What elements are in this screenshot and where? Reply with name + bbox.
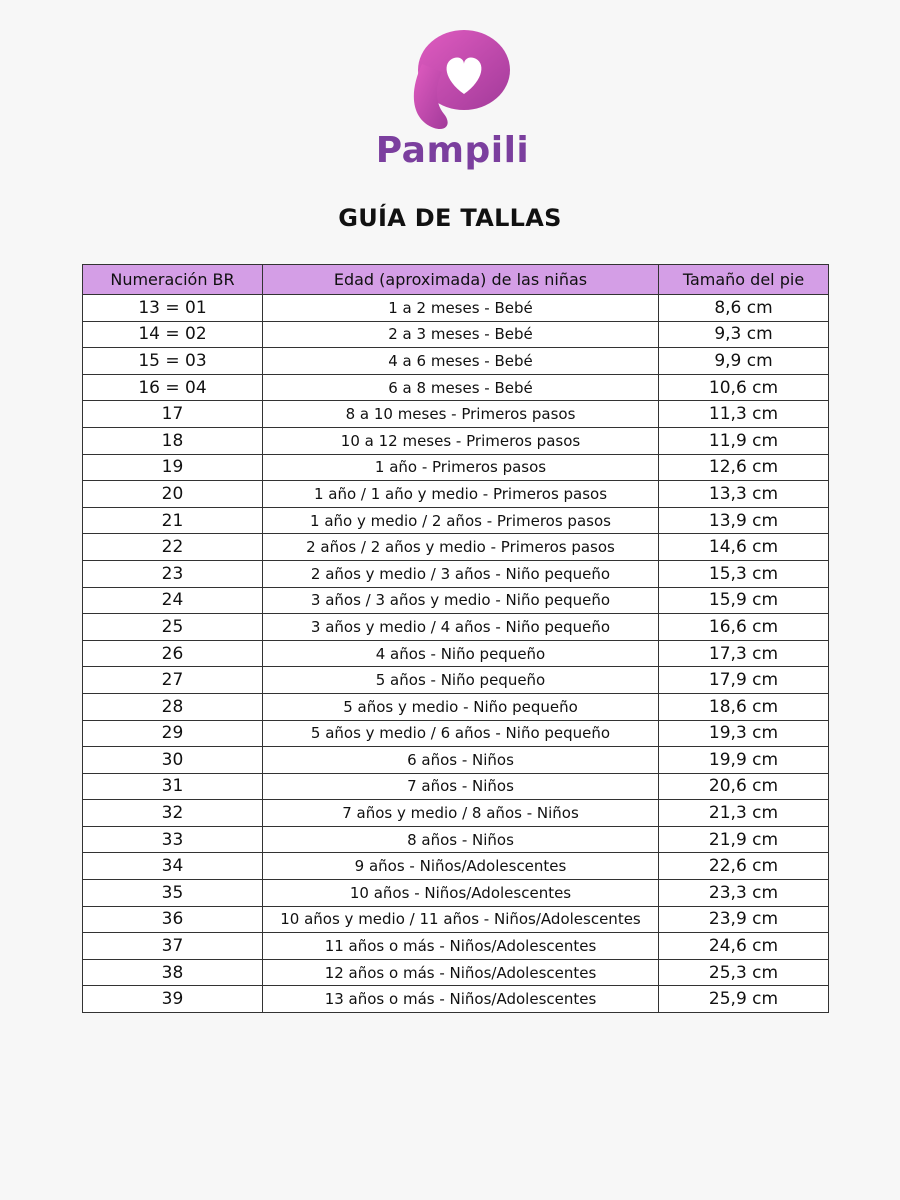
- foot-size-cell: 10,6 cm: [659, 374, 829, 401]
- header-edad: Edad (aproximada) de las niñas: [263, 265, 659, 295]
- size-br-cell: 35: [83, 880, 263, 907]
- foot-size-cell: 18,6 cm: [659, 693, 829, 720]
- table-row: [83, 614, 829, 641]
- age-cell: 5 años y medio - Niño pequeño: [263, 693, 659, 720]
- brand-name: Pampili: [375, 130, 530, 171]
- table-row: [83, 800, 829, 827]
- size-br-cell: 39: [83, 986, 263, 1013]
- age-cell: 8 a 10 meses - Primeros pasos: [263, 401, 659, 428]
- table-row: [83, 587, 829, 614]
- foot-size-cell: 15,9 cm: [659, 587, 829, 614]
- size-guide-table: [82, 264, 829, 1013]
- size-br-cell: 14 = 02: [83, 321, 263, 348]
- age-cell: 6 a 8 meses - Bebé: [263, 374, 659, 401]
- size-br-cell: 34: [83, 853, 263, 880]
- age-cell: 5 años - Niño pequeño: [263, 667, 659, 694]
- age-cell: 7 años - Niños: [263, 773, 659, 800]
- age-cell: 4 a 6 meses - Bebé: [263, 348, 659, 375]
- age-cell: 2 años / 2 años y medio - Primeros pasos: [263, 534, 659, 561]
- table-row: [83, 933, 829, 960]
- foot-size-cell: 11,3 cm: [659, 401, 829, 428]
- table-row: [83, 773, 829, 800]
- age-cell: 10 años y medio / 11 años - Niños/Adolescentes: [263, 906, 659, 933]
- age-cell: 1 año y medio / 2 años - Primeros pasos: [263, 507, 659, 534]
- age-cell: 12 años o más - Niños/Adolescentes: [263, 959, 659, 986]
- size-br-cell: 20: [83, 481, 263, 508]
- foot-size-cell: 19,3 cm: [659, 720, 829, 747]
- table-row: [83, 906, 829, 933]
- table-row: [83, 880, 829, 907]
- size-br-cell: 23: [83, 560, 263, 587]
- foot-size-cell: 15,3 cm: [659, 560, 829, 587]
- table-row: [83, 481, 829, 508]
- table-row: [83, 853, 829, 880]
- table-row: [83, 826, 829, 853]
- foot-size-cell: 24,6 cm: [659, 933, 829, 960]
- age-cell: 6 años - Niños: [263, 747, 659, 774]
- table-row: [83, 374, 829, 401]
- foot-size-cell: 9,9 cm: [659, 348, 829, 375]
- size-br-cell: 26: [83, 640, 263, 667]
- table-header-row: [83, 265, 829, 295]
- page-title: GUÍA DE TALLAS: [338, 204, 562, 232]
- age-cell: 1 año - Primeros pasos: [263, 454, 659, 481]
- size-br-cell: 24: [83, 587, 263, 614]
- foot-size-cell: 9,3 cm: [659, 321, 829, 348]
- table-row: [83, 348, 829, 375]
- foot-size-cell: 8,6 cm: [659, 295, 829, 322]
- age-cell: 10 a 12 meses - Primeros pasos: [263, 427, 659, 454]
- table-row: [83, 986, 829, 1013]
- table-row: [83, 401, 829, 428]
- table-row: [83, 667, 829, 694]
- table-row: [83, 747, 829, 774]
- size-br-cell: 30: [83, 747, 263, 774]
- size-br-cell: 22: [83, 534, 263, 561]
- foot-size-cell: 13,3 cm: [659, 481, 829, 508]
- table-row: [83, 321, 829, 348]
- age-cell: 5 años y medio / 6 años - Niño pequeño: [263, 720, 659, 747]
- age-cell: 7 años y medio / 8 años - Niños: [263, 800, 659, 827]
- foot-size-cell: 21,9 cm: [659, 826, 829, 853]
- foot-size-cell: 22,6 cm: [659, 853, 829, 880]
- size-br-cell: 16 = 04: [83, 374, 263, 401]
- size-br-cell: 19: [83, 454, 263, 481]
- header-tamano-pie: Tamaño del pie: [659, 265, 829, 295]
- foot-size-cell: 11,9 cm: [659, 427, 829, 454]
- size-br-cell: 13 = 01: [83, 295, 263, 322]
- size-br-cell: 17: [83, 401, 263, 428]
- age-cell: 2 a 3 meses - Bebé: [263, 321, 659, 348]
- size-br-cell: 21: [83, 507, 263, 534]
- table-row: [83, 534, 829, 561]
- size-br-cell: 37: [83, 933, 263, 960]
- table-row: [83, 959, 829, 986]
- size-br-cell: 28: [83, 693, 263, 720]
- foot-size-cell: 25,9 cm: [659, 986, 829, 1013]
- foot-size-cell: 17,3 cm: [659, 640, 829, 667]
- age-cell: 2 años y medio / 3 años - Niño pequeño: [263, 560, 659, 587]
- foot-size-cell: 13,9 cm: [659, 507, 829, 534]
- foot-size-cell: 14,6 cm: [659, 534, 829, 561]
- size-br-cell: 36: [83, 906, 263, 933]
- foot-size-cell: 23,9 cm: [659, 906, 829, 933]
- age-cell: 9 años - Niños/Adolescentes: [263, 853, 659, 880]
- size-br-cell: 38: [83, 959, 263, 986]
- table-row: [83, 560, 829, 587]
- table-row: [83, 454, 829, 481]
- size-br-cell: 15 = 03: [83, 348, 263, 375]
- table-row: [83, 427, 829, 454]
- table-row: [83, 507, 829, 534]
- table-body: [83, 295, 829, 1013]
- size-br-cell: 31: [83, 773, 263, 800]
- foot-size-cell: 23,3 cm: [659, 880, 829, 907]
- foot-size-cell: 20,6 cm: [659, 773, 829, 800]
- age-cell: 8 años - Niños: [263, 826, 659, 853]
- size-br-cell: 33: [83, 826, 263, 853]
- table-row: [83, 295, 829, 322]
- size-br-cell: 27: [83, 667, 263, 694]
- foot-size-cell: 21,3 cm: [659, 800, 829, 827]
- age-cell: 1 a 2 meses - Bebé: [263, 295, 659, 322]
- age-cell: 3 años y medio / 4 años - Niño pequeño: [263, 614, 659, 641]
- age-cell: 13 años o más - Niños/Adolescentes: [263, 986, 659, 1013]
- age-cell: 11 años o más - Niños/Adolescentes: [263, 933, 659, 960]
- table-row: [83, 640, 829, 667]
- age-cell: 3 años / 3 años y medio - Niño pequeño: [263, 587, 659, 614]
- foot-size-cell: 19,9 cm: [659, 747, 829, 774]
- table-row: [83, 720, 829, 747]
- table-row: [83, 693, 829, 720]
- foot-size-cell: 17,9 cm: [659, 667, 829, 694]
- size-br-cell: 25: [83, 614, 263, 641]
- foot-size-cell: 16,6 cm: [659, 614, 829, 641]
- header-numeracion: Numeración BR: [83, 265, 263, 295]
- size-br-cell: 18: [83, 427, 263, 454]
- size-br-cell: 32: [83, 800, 263, 827]
- foot-size-cell: 25,3 cm: [659, 959, 829, 986]
- age-cell: 4 años - Niño pequeño: [263, 640, 659, 667]
- age-cell: 1 año / 1 año y medio - Primeros pasos: [263, 481, 659, 508]
- age-cell: 10 años - Niños/Adolescentes: [263, 880, 659, 907]
- size-br-cell: 29: [83, 720, 263, 747]
- foot-size-cell: 12,6 cm: [659, 454, 829, 481]
